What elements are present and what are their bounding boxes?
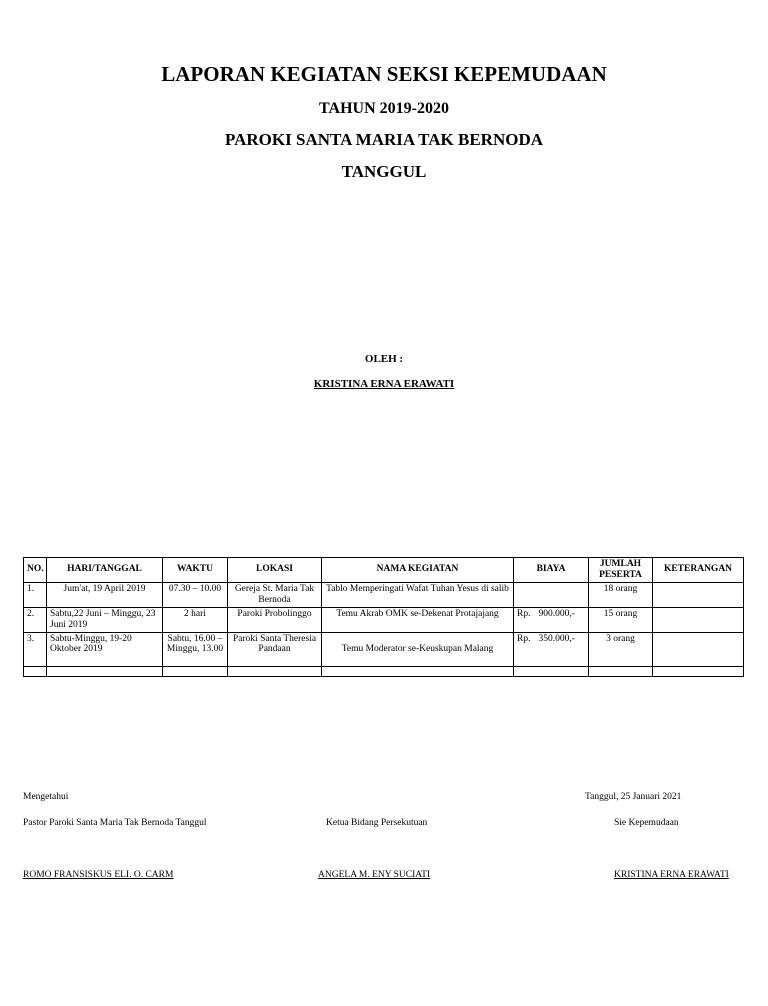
author-name: KRISTINA ERNA ERAWATI [313,378,455,390]
cell-notes [653,632,744,666]
activity-table [23,557,744,677]
cell-location: Gereja St. Maria Tak Bernoda [228,582,322,607]
col-header-date: HARI/TANGGAL [47,558,163,583]
cell-date: Sabtu-Minggu, 19-20 Oktober 2019 [47,632,163,666]
role-pastor: Pastor Paroki Santa Maria Tak Bernoda Tanggul [23,818,207,828]
table-row-empty [24,666,744,676]
table-header-row [24,558,744,583]
cell-time: Sabtu, 16.00 – Minggu, 13.00 [163,632,228,666]
cell-location: Paroki Santa Theresia Pandaan [228,632,322,666]
cell-empty [653,666,744,676]
cell-empty [322,666,514,676]
parish-name: PAROKI SANTA MARIA TAK BERNODA [225,130,543,149]
col-header-location: LOKASI [228,558,322,583]
cost-prefix: Rp. [517,608,531,619]
col-header-notes: KETERANGAN [653,558,744,583]
byline-label: OLEH : [364,353,404,365]
cell-time: 07.30 – 10.00 [163,582,228,607]
table-row [24,632,744,666]
cell-no: 1. [24,582,47,607]
role-chair: Ketua Bidang Persekutuan [326,818,428,828]
cell-activity: Temu Akrab OMK se-Dekenat Protajajang [322,607,514,632]
cell-empty [589,666,653,676]
name-chair: ANGELA M. ENY SUCIATI [318,870,431,880]
cell-empty [47,666,163,676]
table-row [24,607,744,632]
role-youth: Sie Kepemudaan [614,818,679,828]
byline-author [0,378,768,390]
cell-cost [514,632,589,666]
cell-empty [514,666,589,676]
cell-cost [514,582,589,607]
cell-no: 2. [24,607,47,632]
cell-notes [653,607,744,632]
place-date: Tanggul, 25 Januari 2021 [585,792,682,802]
cell-activity: Tablo Memperingati Wafat Tuhan Yesus di salib [322,582,514,607]
col-header-activity: NAMA KEGIATAN [322,558,514,583]
cell-time: 2 hari [163,607,228,632]
cell-activity: Temu Moderator se-Keuskupan Malang [322,632,514,666]
col-header-participants: JUMLAH PESERTA [589,558,653,583]
col-header-time: WAKTU [163,558,228,583]
town-name: TANGGUL [341,162,427,181]
name-pastor: ROMO FRANSISKUS ELI. O. CARM [23,870,174,880]
name-youth: KRISTINA ERNA ERAWATI [614,870,729,880]
cost-prefix: Rp. [517,633,531,644]
cell-participants: 3 orang [589,632,653,666]
cell-empty [24,666,47,676]
cell-empty [163,666,228,676]
report-year: TAHUN 2019-2020 [319,100,449,117]
report-title: LAPORAN KEGIATAN SEKSI KEPEMUDAAN [161,62,607,86]
cell-empty [228,666,322,676]
col-header-cost: BIAYA [514,558,589,583]
cell-no: 3. [24,632,47,666]
cost-amount: 350.000,- [538,633,575,644]
acknowledged-label: Mengetahui [23,792,69,802]
cost-amount: 900.000,- [538,608,575,619]
cell-notes [653,582,744,607]
col-header-no: NO. [24,558,47,583]
cell-cost [514,607,589,632]
cell-location: Paroki Probolinggo [228,607,322,632]
cell-participants: 15 orang [589,607,653,632]
cell-date: Jum'at, 19 April 2019 [47,582,163,607]
cell-date: Sabtu,22 Juni – Minggu, 23 Juni 2019 [47,607,163,632]
cell-participants: 18 orang [589,582,653,607]
table-row [24,582,744,607]
